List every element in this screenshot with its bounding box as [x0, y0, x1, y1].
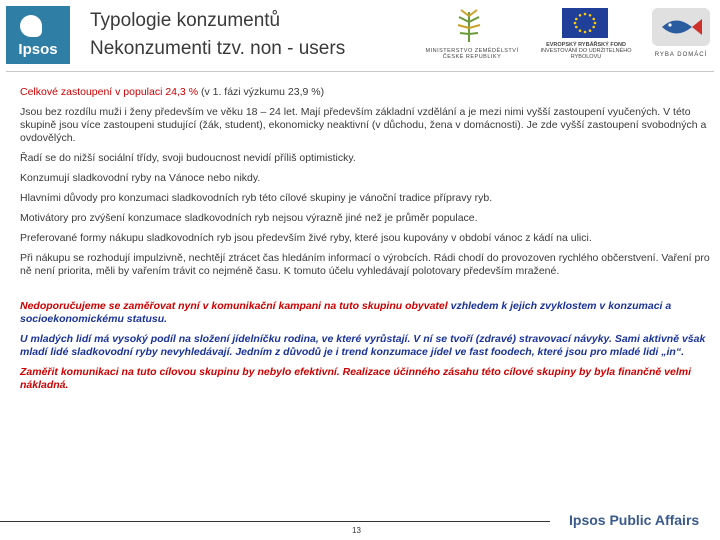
recommendation-3: Zaměřit komunikaci na tuto cílovou skupinu by nebylo efektivní. Realizace účinného zásahu této cílové skupiny by byla finančně velmi nákladná.: [20, 366, 692, 391]
motivators-paragraph: Motivátory pro zvýšení konzumace sladkovodních ryb nejsou výrazně jiné než je průměr populace.: [20, 212, 478, 224]
page-title: Typologie konzumentů: [90, 10, 281, 31]
eu-fund-subcaption: INVESTOVÁNÍ DO UDRŽITELNÉHO RYBOLOVU: [540, 48, 632, 60]
recommendation-1-rest: vzhledem k jejich zvyklostem v konzumaci a socioekonomickému statusu.: [20, 300, 672, 325]
recommendation-1: [20, 300, 710, 326]
footer-divider: [0, 521, 550, 522]
fish-logo: [648, 8, 714, 66]
demographics-paragraph: Jsou bez rozdílu muži i ženy především ve věku 18 – 24 let. Mají především základní vzdělání a je mezi nimi vyšší zastoupení vyučených. V této skupině jsou více zastoupeni studující (žák, student), ekonomicky neaktivní (v důchodu, žena v domácnosti). Je zde vyšší zastoupení svobodných a ovdovělých.: [20, 106, 707, 144]
ipsos-logo: [6, 6, 70, 64]
header-divider: [6, 71, 714, 72]
eu-flag-icon: [562, 8, 608, 38]
ministry-logo: [418, 8, 526, 68]
fish-icon: [652, 8, 710, 46]
slide-content: [20, 86, 710, 399]
social-class-paragraph: Řadí se do nižší sociální třídy, svoji budoucnost nevidí příliš optimisticky.: [20, 152, 356, 164]
reasons-paragraph: Hlavními důvody pro konzumaci sladkovodních ryb této cílové skupiny je vánoční tradice přípravy ryb.: [20, 192, 493, 204]
ministry-caption: MINISTERSTVO ZEMĚDĚLSTVÍ ČESKÉ REPUBLIKY: [425, 48, 519, 60]
recommendation-2: U mladých lidí má vysoký podíl na složení jídelníčku rodina, ve které vyrůstají. V ní se tvoří (zdravé) stravovací návyky. Sami aktivně však mladí lidé sladkovodní ryby nevyhledávají. Jedním z důvodů je i trend konzumace jídel ve fast foodech, které jsou pro mladé lidi „in“.: [20, 333, 706, 358]
ministry-emblem-icon: [454, 8, 484, 46]
consumption-paragraph: Konzumují sladkovodní ryby na Vánoce nebo nikdy.: [20, 172, 261, 184]
ipsos-logo-text: Ipsos: [18, 41, 58, 58]
eu-fund-caption: EVROPSKÝ RYBÁŘSKÝ FOND: [546, 42, 626, 48]
purchase-behavior-paragraph: Při nákupu se rozhodují impulzivně, nechtějí ztrácet čas hledáním informací o výrobcích. Rádi chodí do provozoven rychlého občerstvení. Vaření pro ně není priorita, měli by vařením trávit co nejméně času. K tomuto účelu vyhledávají polotovary především mražené.: [20, 252, 710, 277]
footer-brand: Ipsos Public Affairs: [569, 512, 700, 528]
recommendation-1-red: Nedoporučujeme se zaměřovat nyní v komunikační kampani na tuto skupinu obyvatel: [20, 300, 448, 312]
purchase-forms-paragraph: Preferované formy nákupu sladkovodních ryb jsou především živé ryby, které jsou kupovány v období vánoc z kádí na ulici.: [20, 232, 592, 244]
page-subtitle: Nekonzumenti tzv. non - users: [90, 38, 346, 59]
population-share-note: (v 1. fázi výzkumu 23,9 %): [200, 86, 325, 98]
page-number: 13: [352, 526, 361, 535]
eu-fund-logo: [534, 8, 638, 68]
population-share-paragraph: [20, 86, 710, 99]
fish-caption: RYBA DOMÁCÍ: [654, 52, 708, 58]
population-share: Celkové zastoupení v populaci 24,3 %: [20, 86, 199, 98]
ipsos-mark-icon: [20, 15, 42, 37]
